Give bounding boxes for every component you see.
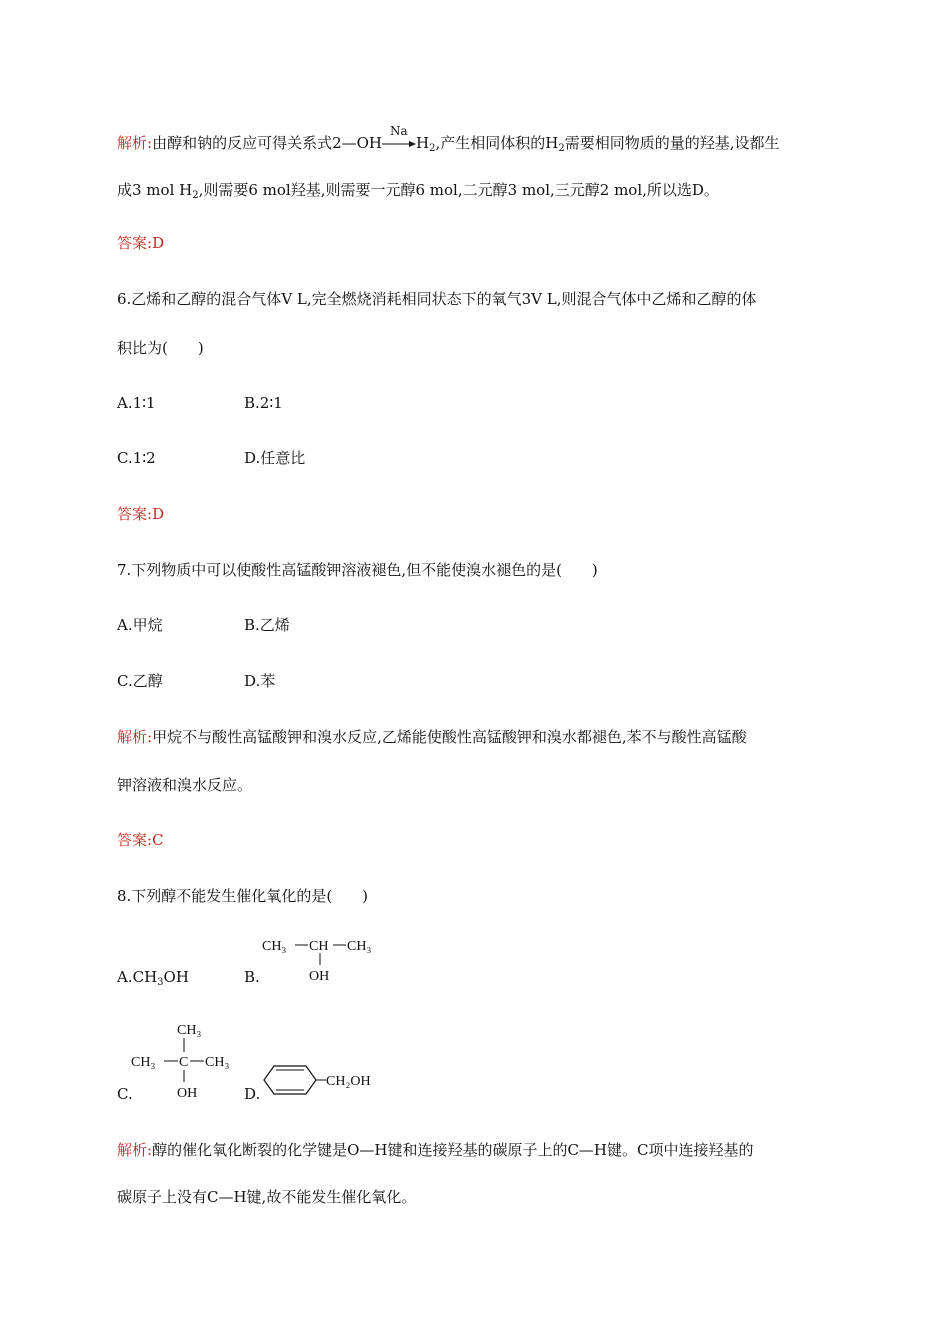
q7-answer xyxy=(117,830,164,850)
q7-analysis-line-1 xyxy=(117,727,747,747)
q7-option-b[interactable]: B.乙烯 xyxy=(244,616,290,634)
q6-stem-line-2: 积比为( ) xyxy=(117,339,204,357)
answer-value: D xyxy=(152,234,165,252)
subscript: 2 xyxy=(558,143,565,154)
structure-tert-butanol xyxy=(128,1016,248,1102)
q5-analysis-text-c: ,产生相同体积的H xyxy=(435,134,559,152)
q5-analysis-line-1 xyxy=(117,124,780,154)
q8-option-c-label[interactable]: C. xyxy=(117,1085,133,1103)
option-label: A. xyxy=(117,968,133,986)
q6-option-b[interactable]: B.2∶1 xyxy=(244,394,283,412)
q5-analysis-text-b: H xyxy=(416,134,430,152)
subscript: 2 xyxy=(429,143,436,154)
q8-stem: 8.下列醇不能发生催化氧化的是( ) xyxy=(117,887,369,905)
arrow-icon xyxy=(382,140,416,148)
q5-analysis-text-a: 由醇和钠的反应可得关系式2—OH xyxy=(152,134,382,152)
q8-option-b-label[interactable]: B. xyxy=(244,968,260,986)
reaction-arrow-label: Na xyxy=(390,124,408,138)
q8-analysis-line-1 xyxy=(117,1140,753,1160)
q7-stem: 7.下列物质中可以使酸性高锰酸钾溶液褪色,但不能使溴水褪色的是( ) xyxy=(117,561,598,579)
q5-analysis-text-d: 需要相同物质的量的羟基,设都生 xyxy=(564,134,780,152)
q8-analysis-line-2: 碳原子上没有C—H键,故不能发生催化氧化。 xyxy=(117,1188,417,1206)
formula-text: OH xyxy=(163,968,189,986)
structure-group: CH₂OH xyxy=(326,1074,371,1089)
answer-label: 答案: xyxy=(117,234,153,252)
q7-analysis-line-2: 钾溶液和溴水反应。 xyxy=(117,776,253,794)
answer-label: 答案: xyxy=(117,831,153,849)
q5-answer xyxy=(117,233,164,253)
structure-group: OH xyxy=(309,969,330,984)
structure-2-propanol xyxy=(258,930,388,990)
q8-option-a[interactable] xyxy=(117,967,189,987)
q6-stem-line-1: 6.乙烯和乙醇的混合气体V L,完全燃烧消耗相同状态下的氧气3V L,则混合气体中乙烯和乙醇的体 xyxy=(117,290,757,308)
q5-analysis-text-f: ,则需要6 mol羟基,则需要一元醇6 mol,二元醇3 mol,三元醇2 mol,所以选D。 xyxy=(198,181,719,199)
answer-value: D xyxy=(152,505,165,523)
structure-benzyl-alcohol xyxy=(260,1062,390,1098)
subscript: 3 xyxy=(157,977,164,988)
structure-group: CH₃ xyxy=(262,939,287,954)
analysis-label: 解析: xyxy=(117,728,153,746)
q6-option-d[interactable]: D.任意比 xyxy=(244,449,306,467)
structure-group: CH₃ xyxy=(177,1023,202,1038)
q6-option-a[interactable]: A.1∶1 xyxy=(117,394,156,412)
q5-analysis-text-e: 成3 mol H xyxy=(117,181,193,199)
subscript: 2 xyxy=(192,190,199,201)
answer-label: 答案: xyxy=(117,505,153,523)
q7-option-d[interactable]: D.苯 xyxy=(244,672,276,690)
answer-value: C xyxy=(152,831,164,849)
q5-analysis-line-2 xyxy=(117,180,719,200)
structure-group: CH xyxy=(309,939,329,954)
q7-option-c[interactable]: C.乙醇 xyxy=(117,672,163,690)
structure-group: CH₃ xyxy=(131,1055,156,1070)
q7-analysis-text: 甲烷不与酸性高锰酸钾和溴水反应,乙烯能使酸性高锰酸钾和溴水都褪色,苯不与酸性高锰酸 xyxy=(152,728,747,746)
q8-analysis-text: 醇的催化氧化断裂的化学键是O—H键和连接羟基的碳原子上的C—H键。C项中连接羟基的 xyxy=(152,1141,754,1159)
formula-text: CH xyxy=(132,968,158,986)
q6-answer xyxy=(117,504,164,524)
q7-option-a[interactable]: A.甲烷 xyxy=(117,616,163,634)
structure-group: OH xyxy=(177,1086,198,1101)
analysis-label: 解析: xyxy=(117,134,153,152)
reaction-arrow xyxy=(382,124,416,151)
structure-group: C xyxy=(179,1055,189,1070)
analysis-label: 解析: xyxy=(117,1141,153,1159)
q6-option-c[interactable]: C.1∶2 xyxy=(117,449,156,467)
structure-group: CH₃ xyxy=(205,1055,230,1070)
structure-group: CH₃ xyxy=(347,939,372,954)
q8-option-d-label[interactable]: D. xyxy=(244,1085,261,1103)
